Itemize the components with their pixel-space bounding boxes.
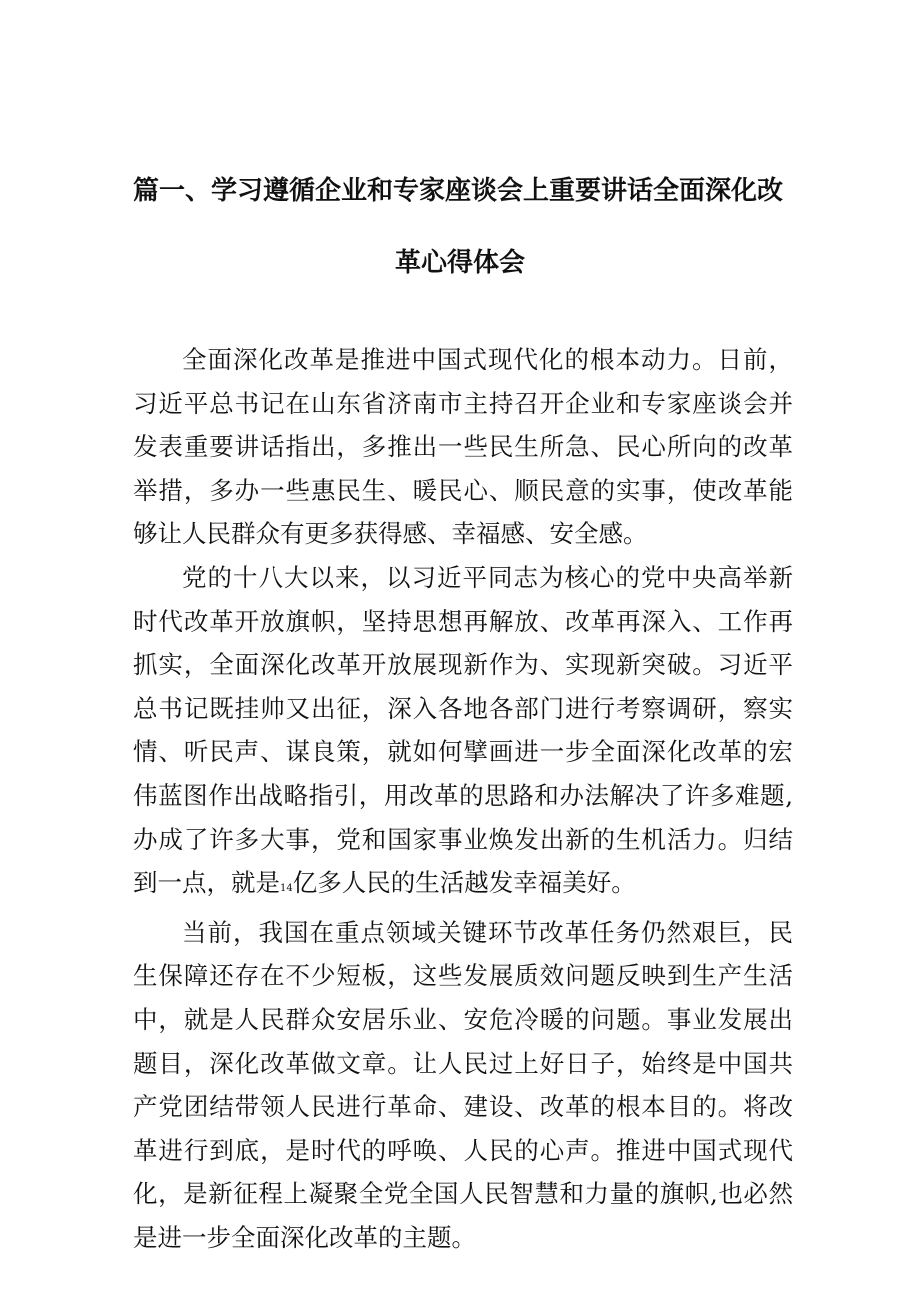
- paragraph-1: 全面深化改革是推进中国式现代化的根本动力。日前，习近平总书记在山东省济南市主持召开企业和专家座谈会并发表重要讲话指出，多推出一些民生所急、民心所向的改革举措，多办一些惠民生、暖民心、顺民意的实事，使改革能够让人民群众有更多获得感、幸福感、安全感。: [133, 345, 793, 549]
- document-body: [133, 338, 793, 1259]
- paragraph-3: 当前，我国在重点领域关键环节改革任务仍然艰巨，民生保障还存在不少短板，这些发展质效问题反映到生产生活中，就是人民群众安居乐业、安危冷暖的问题。事业发展出题目，深化改革做文章。让人民过上好日子，始终是中国共产党团结带领人民进行革命、建设、改革的根本目的。将改革进行到底，是时代的呼唤、人民的心声。推进中国式现代化，是新征程上凝聚全党全国人民智慧和力量的旗帜,也必然是进一步全面深化改革的主题。: [133, 917, 793, 1252]
- paragraph-2-small-number: 14: [280, 883, 293, 895]
- document-title-line-2: 革心得体会: [394, 248, 525, 278]
- document-title-line-1: 篇一、学习遵循企业和专家座谈会上重要讲话全面深化改: [133, 176, 784, 206]
- paragraph-2: [133, 556, 793, 911]
- paragraph-2-text-after: 亿多人民的生活越发幸福美好。: [292, 868, 636, 898]
- paragraph-2-text-before: 党的十八大以来，以习近平同志为核心的党中央高举新时代改革开放旗帜，坚持思想再解放、改革再深入、工作再抓实，全面深化改革开放展现新作为、实现新突破。习近平总书记既挂帅又出征，深入各地各部门进行考察调研，察实情、听民声、谋良策，就如何擘画进一步全面深化改革的宏伟蓝图作出战略指引，用改革的思路和办法解决了许多难题,办成了许多大事，党和国家事业焕发出新的生机活力。归结到一点，就是: [133, 562, 793, 898]
